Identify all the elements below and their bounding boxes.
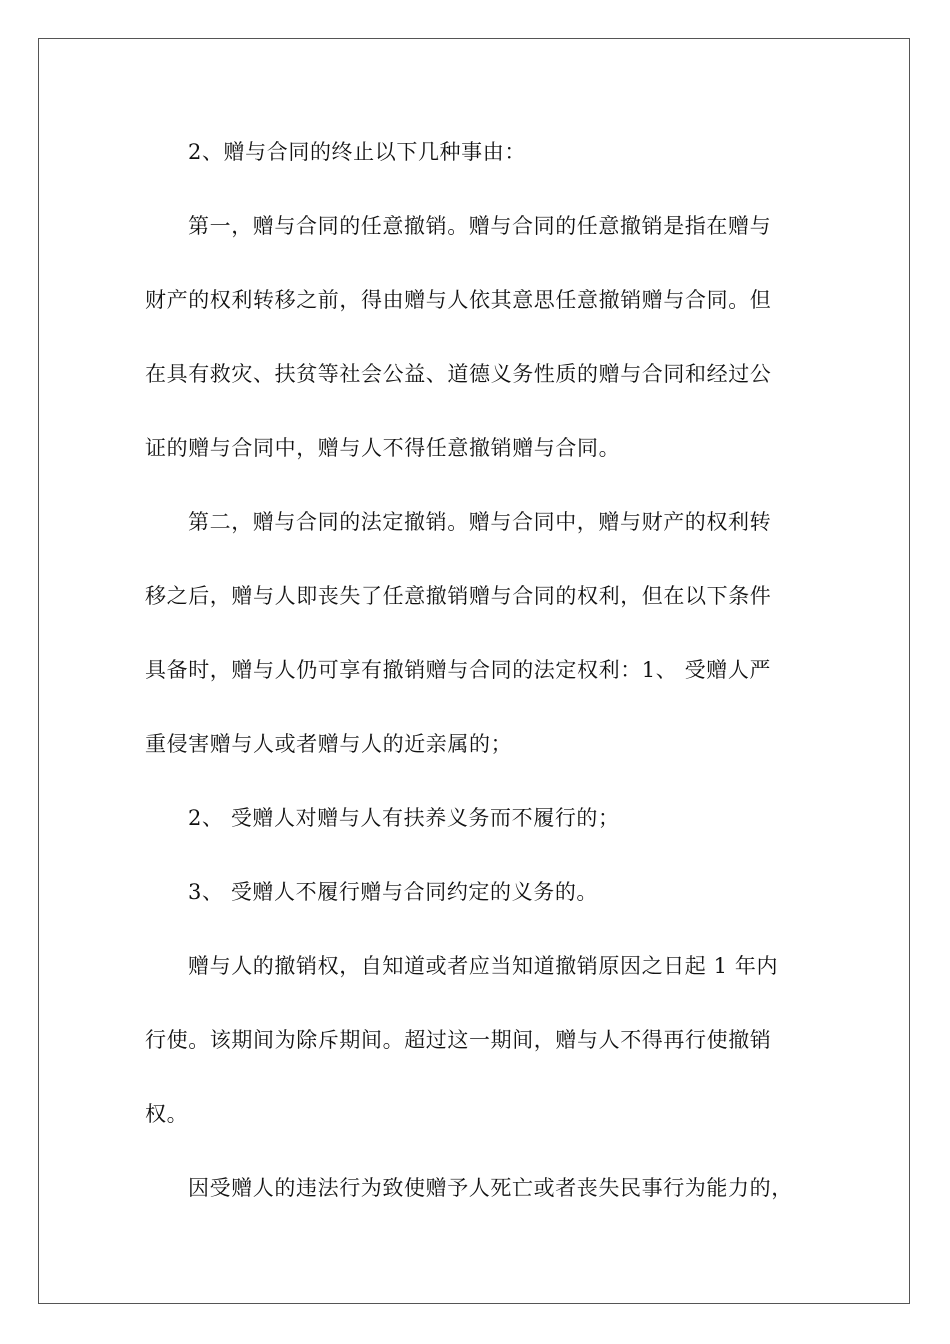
paragraph-line-1: 2、赠与合同的终止以下几种事由： (188, 140, 526, 164)
paragraph-line-6: 第二，赠与合同的法定撤销。赠与合同中，赠与财产的权利转 (188, 510, 772, 534)
paragraph-line-5: 证的赠与合同中，赠与人不得任意撤销赠与合同。 (145, 436, 621, 460)
paragraph-line-7: 移之后，赠与人即丧失了任意撤销赠与合同的权利，但在以下条件 (145, 584, 772, 608)
paragraph-line-11: 3、 受赠人不履行赠与合同约定的义务的。 (188, 880, 599, 904)
paragraph-line-2: 第一，赠与合同的任意撤销。赠与合同的任意撤销是指在赠与 (188, 214, 772, 238)
paragraph-line-9: 重侵害赠与人或者赠与人的近亲属的； (145, 732, 513, 756)
paragraph-line-12: 赠与人的撤销权，自知道或者应当知道撤销原因之日起 1 年内 (188, 954, 779, 978)
paragraph-line-13: 行使。该期间为除斥期间。超过这一期间，赠与人不得再行使撤销 (145, 1028, 772, 1052)
paragraph-line-15: 因受赠人的违法行为致使赠予人死亡或者丧失民事行为能力的， (188, 1176, 793, 1200)
paragraph-line-14: 权。 (145, 1102, 189, 1126)
paragraph-line-8: 具备时，赠与人仍可享有撤销赠与合同的法定权利：1、 受赠人严 (145, 658, 772, 682)
paragraph-line-4: 在具有救灾、扶贫等社会公益、道德义务性质的赠与合同和经过公 (145, 362, 772, 386)
paragraph-line-3: 财产的权利转移之前，得由赠与人依其意思任意撤销赠与合同。但 (145, 288, 772, 312)
paragraph-line-10: 2、 受赠人对赠与人有扶养义务而不履行的； (188, 806, 620, 830)
